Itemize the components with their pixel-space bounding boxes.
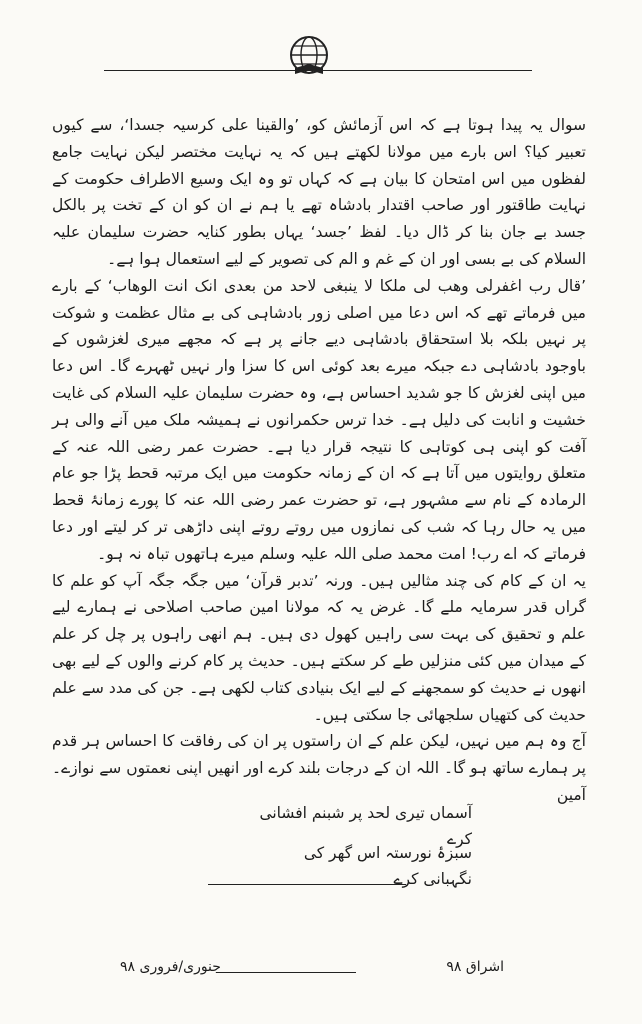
article-body <box>52 112 586 809</box>
globe-book-emblem-icon <box>286 34 332 80</box>
paragraph: آج وہ ہم میں نہیں، لیکن علم کے ان راستوں پر ان کی رفاقت کا احساس ہر قدم پر ہمارے ساتھ ہو گا۔ اللہ ان کے درجات بلند کرے اور انھیں اپنی نعمتوں سے نوازے۔ آمین <box>52 732 586 804</box>
closing-rule <box>208 884 406 885</box>
issue-date: جنوری/فروری ۹۸ <box>120 959 221 975</box>
paragraph: ’قال رب اغفرلی وھب لی ملکا لا ینبغی لاحد من بعدی انک انت الوھاب‘ کے بارے میں فرماتے تھے کہ اس دعا میں اصلی زور بادشاہی کی بے مثال عظمت و شوکت پر نہیں بلکہ بلا استحقاق بادشاہی دیے جانے پر ہے کہ مجھے میری لغزشوں کے باوجود بادشاہی دے جبکہ میرے بعد کوئی اس کا سزا وار نہیں ٹھہرے گا۔ اس دعا میں اپنی لغزش کا جو شدید احساس ہے، وہ حضرت سلیمان علیہ السلام کی غایت خشیت و انابت کی دلیل ہے۔ خدا ترس حکمرانوں نے ہمیشہ ملک میں آنے والی ہر آفت کو اپنی ہی کوتاہی کا نتیجہ قرار دیا ہے۔ حضرت عمر رضی اللہ عنہ کے متعلق روایتوں میں آتا ہے کہ ان کے زمانہ حکومت میں ایک مرتبہ قحط پڑا جو عام الرمادہ کے نام سے مشہور ہے، تو حضرت عمر رضی اللہ عنہ کا پورے زمانۂ قحط میں یہ حال رہا کہ شب کی نمازوں میں روتے روتے اپنی داڑھی تر کر لیتے اور دعا فرماتے کہ اے رب! امت محمد صلی اللہ علیہ وسلم میرے ہاتھوں تباہ نہ ہو۔ <box>52 276 586 563</box>
footer-rule <box>216 972 356 973</box>
journal-page-label: اشراق ۹۸ <box>446 959 504 975</box>
verse-line: سبزۂ نورستہ اس گھر کی نگہبانی کرے <box>303 844 472 888</box>
header-rule <box>104 70 532 71</box>
page-footer <box>120 959 504 983</box>
paragraph: سوال یہ پیدا ہوتا ہے کہ اس آزمائش کو، ’والقینا علی کرسیہ جسدا‘، سے کیوں تعبیر کیا؟ اس بارے میں مولانا لکھتے ہیں کہ یہ نہایت مختصر لیکن نہایت جامع لفظوں میں اس امتحان کا بیان ہے کہ کہاں تو وہ ایک وسیع الاطراف حکومت کے نہایت طاقتور اور صاحب اقتدار بادشاہ تھے یا ہم نے ان کو ان کے تخت پر بالکل جسد بے جان بنا کر ڈال دیا۔ لفظ ’جسد‘ یہاں بطور کنایہ حضرت سلیمان علیہ السلام کی بے بسی اور ان کے غم و الم کی تصویر کے لیے استعمال ہوا ہے۔ <box>52 116 586 268</box>
verse-line: آسماں تیری لحد پر شبنم افشانی کرے <box>259 804 472 848</box>
paragraph: یہ ان کے کام کی چند مثالیں ہیں۔ ورنہ ’تدبر قرآن‘ میں جگہ جگہ آپ کو علم کا گراں قدر سرمایہ ملے گا۔ غرض یہ کہ مولانا امین صاحب اصلاحی نے ہمارے لیے علم و تحقیق کی بہت سی راہیں کھول دی ہیں۔ ہم انھی راہوں پر چل کر علم کے میدان میں کئی منزلیں طے کر سکتے ہیں۔ حدیث پر کام کرنے والوں کے لیے بھی انھوں نے حدیث کو سمجھنے کے لیے ایک بنیادی کتاب لکھی ہے۔ جن کی مدد سے علم حدیث کی کتھیاں سلجھائی جا سکتی ہیں۔ <box>52 571 586 724</box>
